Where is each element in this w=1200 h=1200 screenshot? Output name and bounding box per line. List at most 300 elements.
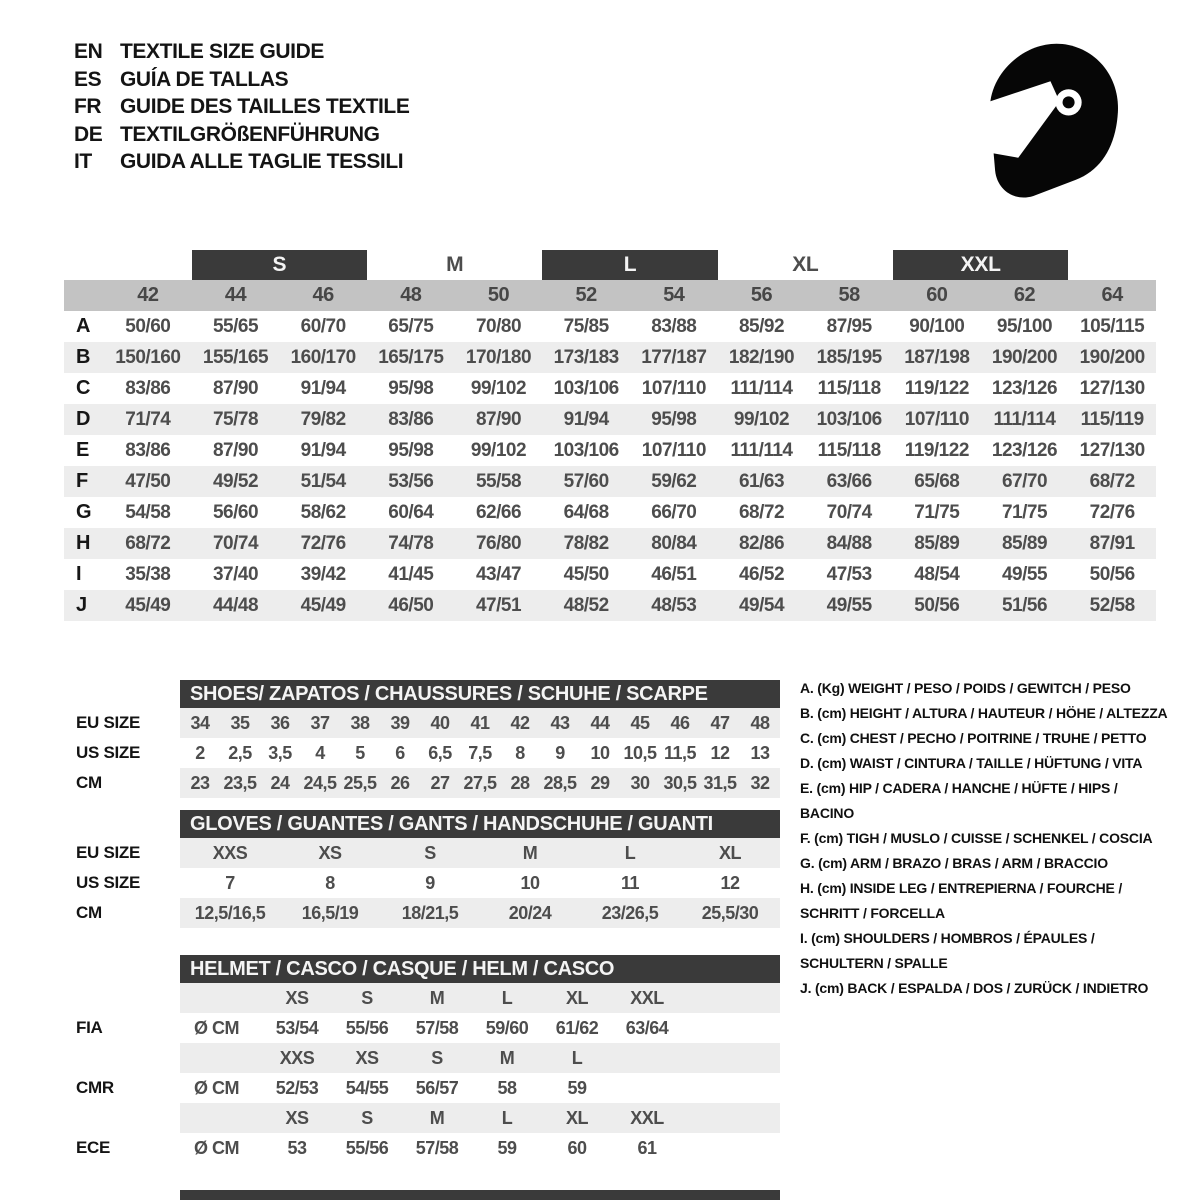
- size-header-cell: 44: [224, 284, 247, 306]
- shoes-value-cell: 47: [710, 712, 730, 733]
- size-value-cell: 83/88: [651, 315, 697, 337]
- shoes-value-cell: 28,5: [543, 772, 577, 793]
- size-value-cell: 44/48: [212, 594, 259, 616]
- size-group-M: M: [446, 253, 464, 276]
- helmet-size-cell: L: [501, 987, 513, 1008]
- shoes-row-eu-size: [72, 708, 788, 738]
- size-value-cell: 55/58: [475, 470, 522, 492]
- size-value-cell: 105/115: [1080, 315, 1145, 337]
- shoes-table: [72, 708, 788, 798]
- size-value-cell: 111/114: [993, 408, 1056, 430]
- size-value-cell: 111/114: [730, 439, 793, 461]
- helmet-unit-label: Ø CM: [194, 1017, 239, 1038]
- size-value-cell: 65/68: [914, 470, 960, 492]
- size-header-cell: 56: [750, 284, 773, 306]
- size-value-cell: 79/82: [300, 408, 346, 430]
- language-title: GUIDA ALLE TAGLIE TESSILI: [120, 150, 404, 173]
- size-value-cell: 52/58: [1089, 594, 1135, 616]
- gloves-row-cm: [72, 898, 788, 928]
- legend-item-c: C. (cm) CHEST / PECHO / POITRINE / TRUHE / PETTO: [800, 730, 1147, 746]
- size-value-cell: 165/175: [378, 346, 444, 368]
- size-group-header-row: [64, 250, 1156, 280]
- size-value-cell: 71/74: [125, 408, 171, 430]
- size-value-cell: 115/119: [1080, 408, 1144, 430]
- size-value-cell: 127/130: [1079, 439, 1145, 461]
- size-value-cell: 119/122: [904, 377, 969, 399]
- legend-item-j: J. (cm) BACK / ESPALDA / DOS / ZURÜCK / INDIETRO: [800, 980, 1149, 996]
- size-header-cell: 62: [1013, 284, 1036, 306]
- language-title-list: [74, 38, 409, 176]
- size-group-spacer: [104, 250, 192, 280]
- size-value-cell: 46/52: [738, 563, 785, 585]
- helmet-value-cell: 57/58: [415, 1137, 459, 1158]
- gloves-value-cell: 11: [620, 872, 640, 893]
- helmet-size-cell: XXL: [630, 987, 664, 1008]
- shoes-value-cell: 42: [510, 712, 530, 733]
- size-value-cell: 51/54: [300, 470, 346, 492]
- size-header-cell: 48: [400, 284, 422, 306]
- shoes-value-cell: 30,5: [663, 772, 697, 793]
- size-value-cell: 74/78: [388, 532, 434, 554]
- size-value-cell: 41/45: [388, 563, 434, 585]
- size-value-cell: 80/84: [651, 532, 697, 554]
- row-label: J: [76, 594, 88, 616]
- measurement-row-f: [64, 466, 1156, 497]
- helmet-size-cell: S: [431, 1047, 443, 1068]
- gloves-table: [72, 838, 788, 928]
- garment-size-table: [64, 250, 1156, 621]
- helmet-size-cell: XXS: [279, 1047, 315, 1068]
- size-value-cell: 64/68: [563, 501, 609, 523]
- helmet-size-cell: S: [361, 987, 373, 1008]
- size-header-cell: 60: [926, 284, 948, 306]
- size-value-cell: 84/88: [826, 532, 872, 554]
- shoes-value-cell: 11,5: [663, 742, 697, 763]
- shoes-row-cm: [72, 768, 788, 798]
- size-value-cell: 63/66: [826, 470, 872, 492]
- legend-item-d: D. (cm) WAIST / CINTURA / TAILLE / HÜFTUNG / VITA: [800, 755, 1143, 771]
- helmet-sizes-row-fia: [72, 983, 788, 1013]
- size-value-cell: 47/50: [125, 470, 171, 492]
- helmet-value-cell: 52/53: [275, 1077, 319, 1098]
- size-group-spacer: [64, 250, 104, 280]
- measurement-row-d: [64, 404, 1156, 435]
- helmet-sizes-row-spacer: [72, 983, 180, 1013]
- shoes-value-cell: 6,5: [428, 742, 452, 763]
- row-label: A: [76, 315, 91, 337]
- helmet-values-row-ece: [72, 1133, 788, 1163]
- helmet-value-cell: 57/58: [415, 1017, 459, 1038]
- size-value-cell: 91/94: [300, 439, 346, 461]
- size-value-cell: 72/76: [300, 532, 346, 554]
- size-header-cell: 64: [1101, 284, 1123, 306]
- size-value-cell: 58/62: [300, 501, 346, 523]
- size-value-cell: 103/106: [816, 408, 882, 430]
- shoes-value-cell: 38: [350, 712, 370, 733]
- size-value-cell: 95/100: [996, 315, 1053, 337]
- size-value-cell: 190/200: [1079, 346, 1145, 368]
- measurement-row-b: [64, 342, 1156, 373]
- size-value-cell: 99/102: [470, 439, 527, 461]
- helmet-value-cell: 61: [637, 1137, 657, 1158]
- size-value-cell: 177/187: [641, 346, 707, 368]
- measurement-row-i: [64, 559, 1156, 590]
- shoes-value-cell: 34: [190, 712, 210, 733]
- helmet-value-cell: 53: [287, 1137, 307, 1158]
- shoes-value-cell: 24: [270, 772, 290, 793]
- shoes-value-cell: 7,5: [468, 742, 492, 763]
- size-value-cell: 91/94: [563, 408, 609, 430]
- shoes-value-cell: 25,5: [343, 772, 377, 793]
- row-label: G: [76, 501, 92, 523]
- shoes-value-cell: 23,5: [223, 772, 257, 793]
- measurement-row-g: [64, 497, 1156, 528]
- measurement-row-h: [64, 528, 1156, 559]
- helmet-size-cell: L: [571, 1047, 583, 1068]
- gloves-row-label: US SIZE: [76, 873, 141, 892]
- gloves-row-us-size: [72, 868, 788, 898]
- size-value-cell: 107/110: [641, 439, 706, 461]
- helmet-size-cell: L: [501, 1107, 513, 1128]
- language-row-fr: [74, 93, 409, 121]
- legend-item-i: I. (cm) SHOULDERS / HOMBROS / ÉPAULES / SCHULTERN / SPALLE: [800, 930, 1095, 971]
- size-header-cell: 54: [663, 284, 685, 306]
- row-label: B: [76, 346, 91, 368]
- size-value-cell: 91/94: [300, 377, 346, 399]
- size-value-cell: 39/42: [300, 563, 346, 585]
- shoes-value-cell: 36: [270, 712, 290, 733]
- shoes-row-label: EU SIZE: [76, 713, 141, 732]
- size-value-cell: 107/110: [641, 377, 706, 399]
- helmet-table-title-bar: [180, 955, 780, 983]
- legend-item-h: H. (cm) INSIDE LEG / ENTREPIERNA / FOURCHE / SCHRITT / FORCELLA: [800, 880, 1123, 921]
- gloves-value-cell: 16,5/19: [301, 902, 359, 923]
- gloves-value-cell: 23/26,5: [601, 902, 659, 923]
- shoes-row-label: US SIZE: [76, 743, 141, 762]
- shoes-value-cell: 31,5: [703, 772, 737, 793]
- legend-item-g: G. (cm) ARM / BRAZO / BRAS / ARM / BRACCIO: [800, 855, 1108, 871]
- shoes-value-cell: 9: [555, 742, 565, 763]
- row-label: H: [76, 532, 91, 554]
- size-value-cell: 55/65: [212, 315, 259, 337]
- accessory-tables: [72, 680, 788, 1163]
- language-title: TEXTILE SIZE GUIDE: [120, 40, 324, 63]
- helmet-value-cell: 56/57: [415, 1077, 459, 1098]
- size-group-spacer: [1068, 250, 1156, 280]
- size-value-cell: 115/118: [817, 377, 881, 399]
- helmet-standard-label: FIA: [76, 1018, 103, 1037]
- size-value-cell: 68/72: [125, 532, 171, 554]
- helmet-unit-label: Ø CM: [194, 1137, 239, 1158]
- size-value-cell: 67/70: [1001, 470, 1048, 492]
- language-code: ES: [74, 67, 102, 91]
- size-value-cell: 182/190: [728, 346, 795, 368]
- size-value-cell: 160/170: [290, 346, 356, 368]
- size-group-S: S: [192, 250, 367, 280]
- size-value-cell: 83/86: [125, 439, 171, 461]
- shoes-value-cell: 48: [750, 712, 770, 733]
- size-value-cell: 99/102: [470, 377, 527, 399]
- size-value-cell: 72/76: [1089, 501, 1135, 523]
- shoes-table-title-bar: [180, 680, 780, 708]
- size-header-cell: 52: [575, 284, 597, 306]
- shoes-row-cells: [180, 738, 780, 768]
- size-value-cell: 70/74: [212, 532, 259, 554]
- gloves-value-cell: 9: [425, 872, 435, 893]
- size-value-cell: 60/64: [388, 501, 434, 523]
- helmet-size-cells: [180, 1043, 780, 1073]
- size-value-cell: 49/55: [826, 594, 872, 616]
- row-label: F: [76, 470, 89, 492]
- size-value-cell: 87/91: [1089, 532, 1135, 554]
- shoes-value-cell: 29: [590, 772, 610, 793]
- shoes-value-cell: 35: [230, 712, 250, 733]
- gloves-value-cell: 18/21,5: [401, 902, 459, 923]
- size-value-cell: 127/130: [1079, 377, 1145, 399]
- size-value-cell: 56/60: [212, 501, 259, 523]
- size-value-cell: 190/200: [991, 346, 1058, 368]
- size-header-row: [64, 280, 1156, 311]
- measurement-legend: [800, 676, 1174, 1001]
- size-value-cell: 48/53: [651, 594, 697, 616]
- size-value-cell: 71/75: [914, 501, 960, 523]
- size-value-cell: 95/98: [651, 408, 697, 430]
- language-code: DE: [74, 122, 103, 146]
- helmet-sizes-row-ece: [72, 1103, 788, 1133]
- helmet-size-cells: [180, 1103, 780, 1133]
- gloves-value-cell: M: [522, 842, 538, 863]
- helmet-sizes-row-cmr: [72, 1043, 788, 1073]
- shoes-row-us-size: [72, 738, 788, 768]
- shoes-value-cell: 24,5: [303, 772, 337, 793]
- size-value-cell: 83/86: [125, 377, 171, 399]
- shoes-value-cell: 6: [395, 742, 405, 763]
- size-value-cell: 150/160: [115, 346, 181, 368]
- size-value-cell: 71/75: [1001, 501, 1048, 523]
- shoes-value-cell: 23: [190, 772, 210, 793]
- helmet-value-cells: [180, 1013, 780, 1043]
- size-value-cell: 87/90: [475, 408, 522, 430]
- size-value-cell: 87/95: [826, 315, 872, 337]
- cutoff-section-bar: [180, 1190, 780, 1200]
- size-value-cell: 48/52: [563, 594, 609, 616]
- gloves-value-cell: XS: [318, 842, 342, 863]
- measurement-row-e: [64, 435, 1156, 466]
- size-value-cell: 66/70: [651, 501, 697, 523]
- gloves-row-eu-size: [72, 838, 788, 868]
- size-value-cell: 75/85: [563, 315, 609, 337]
- size-value-cell: 103/106: [553, 439, 619, 461]
- measurement-row-c: [64, 373, 1156, 404]
- size-value-cell: 46/51: [651, 563, 697, 585]
- shoes-value-cell: 41: [470, 712, 490, 733]
- size-header-cell: 58: [838, 284, 860, 306]
- size-header-cell: 42: [137, 284, 159, 306]
- shoes-value-cell: 32: [750, 772, 770, 793]
- legend-item-b: B. (cm) HEIGHT / ALTURA / HAUTEUR / HÖHE / ALTEZZA: [800, 705, 1168, 721]
- language-code: FR: [74, 95, 102, 118]
- size-value-cell: 99/102: [733, 408, 790, 430]
- measurement-row-j: [64, 590, 1156, 621]
- shoes-value-cell: 43: [550, 712, 570, 733]
- size-value-cell: 187/198: [904, 346, 970, 368]
- helmet-value-cell: 60: [567, 1137, 587, 1158]
- racing-helmet-icon: [978, 38, 1134, 204]
- gloves-table-title: GLOVES / GUANTES / GANTS / HANDSCHUHE / GUANTI: [190, 812, 713, 835]
- size-value-cell: 37/40: [212, 563, 259, 585]
- size-value-cell: 61/63: [738, 470, 785, 492]
- helmet-value-cell: 55/56: [345, 1137, 389, 1158]
- size-value-cell: 47/51: [475, 594, 522, 616]
- size-value-cell: 59/62: [651, 470, 697, 492]
- gloves-value-cell: 10: [520, 872, 540, 893]
- helmet-size-cell: M: [429, 987, 445, 1008]
- helmet-size-cell: XL: [565, 987, 588, 1008]
- size-value-cell: 185/195: [816, 346, 882, 368]
- size-value-cell: 85/92: [738, 315, 785, 337]
- size-value-cell: 70/74: [826, 501, 872, 523]
- size-value-cell: 119/122: [904, 439, 969, 461]
- size-value-cell: 50/56: [914, 594, 960, 616]
- helmet-value-cell: 59: [497, 1137, 517, 1158]
- shoes-value-cell: 39: [390, 712, 410, 733]
- helmet-value-cell: 61/62: [555, 1017, 599, 1038]
- size-value-cell: 95/98: [388, 377, 434, 399]
- size-value-cell: 87/90: [212, 439, 259, 461]
- helmet-sizes-row-spacer: [72, 1103, 180, 1133]
- shoes-value-cell: 2,5: [228, 742, 252, 763]
- size-value-cell: 68/72: [1089, 470, 1135, 492]
- size-value-cell: 173/183: [553, 346, 619, 368]
- gloves-row-cells: [180, 898, 780, 928]
- size-value-cell: 87/90: [212, 377, 259, 399]
- shoes-value-cell: 8: [515, 742, 525, 763]
- racing-helmet-graphic: [978, 38, 1134, 204]
- helmet-values-row-cmr: [72, 1073, 788, 1103]
- shoes-value-cell: 46: [670, 712, 690, 733]
- gloves-table-title-bar: [180, 810, 780, 838]
- helmet-standard-label: CMR: [76, 1078, 114, 1097]
- gloves-row-cells: [180, 868, 780, 898]
- gloves-row-cells: [180, 838, 780, 868]
- size-header-cell: 50: [487, 284, 510, 306]
- helmet-value-cell: 53/54: [275, 1017, 319, 1038]
- size-value-cell: 123/126: [991, 439, 1058, 461]
- size-value-cell: 65/75: [388, 315, 434, 337]
- helmet-value-cell: 55/56: [345, 1017, 389, 1038]
- size-value-cell: 85/89: [1001, 532, 1048, 554]
- shoes-value-cell: 45: [630, 712, 650, 733]
- gloves-value-cell: 25,5/30: [701, 902, 759, 923]
- helmet-table: [72, 983, 788, 1163]
- size-value-cell: 76/80: [475, 532, 522, 554]
- shoes-row-cells: [180, 708, 780, 738]
- shoes-value-cell: 27,5: [463, 772, 497, 793]
- measurement-row-a: [64, 311, 1156, 342]
- helmet-value-cell: 54/55: [345, 1077, 389, 1098]
- size-value-cell: 35/38: [125, 563, 171, 585]
- gloves-value-cell: 7: [225, 872, 235, 893]
- helmet-size-cell: S: [361, 1107, 373, 1128]
- helmet-size-cell: XXL: [630, 1107, 664, 1128]
- gloves-value-cell: 20/24: [508, 902, 552, 923]
- helmet-standard-label: ECE: [76, 1138, 111, 1157]
- size-value-cell: 155/165: [202, 346, 269, 368]
- gloves-value-cell: 12,5/16,5: [194, 902, 266, 923]
- size-value-cell: 49/52: [212, 470, 259, 492]
- language-row-de: [74, 121, 409, 149]
- shoes-value-cell: 27: [430, 772, 450, 793]
- helmet-value-cell: 58: [497, 1077, 517, 1098]
- helmet-values-row-fia: [72, 1013, 788, 1043]
- shoes-value-cell: 10: [590, 742, 610, 763]
- size-value-cell: 53/56: [388, 470, 434, 492]
- language-title: GUÍA DE TALLAS: [120, 67, 289, 91]
- shoes-value-cell: 40: [430, 712, 450, 733]
- size-value-cell: 49/55: [1001, 563, 1048, 585]
- helmet-size-cell: XS: [285, 1107, 309, 1128]
- size-value-cell: 75/78: [212, 408, 259, 430]
- helmet-table-title: HELMET / CASCO / CASQUE / HELM / CASCO: [190, 957, 615, 980]
- helmet-sizes-row-spacer: [72, 1043, 180, 1073]
- legend-item-e: E. (cm) HIP / CADERA / HANCHE / HÜFTE / HIPS / BACINO: [800, 780, 1118, 821]
- helmet-value-cells: [180, 1073, 780, 1103]
- gloves-value-cell: S: [424, 842, 436, 863]
- gloves-value-cell: L: [624, 842, 636, 863]
- size-value-cell: 49/54: [738, 594, 785, 616]
- shoes-value-cell: 4: [315, 742, 325, 763]
- size-value-cell: 111/114: [730, 377, 793, 399]
- size-group-XL: XL: [792, 253, 819, 276]
- gloves-value-cell: XXS: [212, 842, 248, 863]
- row-label: D: [76, 408, 91, 430]
- row-label: C: [76, 377, 91, 399]
- shoes-value-cell: 13: [750, 742, 770, 763]
- size-value-cell: 170/180: [465, 346, 532, 368]
- helmet-value-cell: 63/64: [625, 1017, 669, 1038]
- gloves-value-cell: 8: [325, 872, 335, 893]
- size-value-cell: 50/60: [125, 315, 171, 337]
- shoes-value-cell: 3,5: [268, 742, 292, 763]
- shoes-row-cells: [180, 768, 780, 798]
- shoes-value-cell: 44: [590, 712, 610, 733]
- helmet-value-cell: 59: [567, 1077, 587, 1098]
- size-value-cell: 70/80: [475, 315, 522, 337]
- helmet-unit-label: Ø CM: [194, 1077, 239, 1098]
- language-row-en: [74, 38, 409, 66]
- legend-item-a: A. (Kg) WEIGHT / PESO / POIDS / GEWITCH / PESO: [800, 680, 1131, 696]
- shoes-value-cell: 37: [310, 712, 330, 733]
- size-value-cell: 68/72: [738, 501, 785, 523]
- size-value-cell: 45/50: [563, 563, 609, 585]
- shoes-value-cell: 28: [510, 772, 530, 793]
- size-value-cell: 51/56: [1001, 594, 1048, 616]
- size-value-cell: 83/86: [388, 408, 434, 430]
- language-row-es: [74, 66, 409, 94]
- shoes-value-cell: 12: [710, 742, 730, 763]
- size-value-cell: 78/82: [563, 532, 609, 554]
- legend-item-f: F. (cm) TIGH / MUSLO / CUISSE / SCHENKEL / COSCIA: [800, 830, 1153, 846]
- size-value-cell: 43/47: [475, 563, 522, 585]
- shoes-value-cell: 30: [630, 772, 650, 793]
- size-value-cell: 107/110: [904, 408, 969, 430]
- helmet-size-cell: M: [429, 1107, 445, 1128]
- helmet-size-cell: XL: [565, 1107, 588, 1128]
- size-value-cell: 82/86: [738, 532, 785, 554]
- size-value-cell: 123/126: [991, 377, 1058, 399]
- shoes-table-title: SHOES/ ZAPATOS / CHAUSSURES / SCHUHE / SCARPE: [190, 682, 708, 705]
- row-label: E: [76, 439, 90, 461]
